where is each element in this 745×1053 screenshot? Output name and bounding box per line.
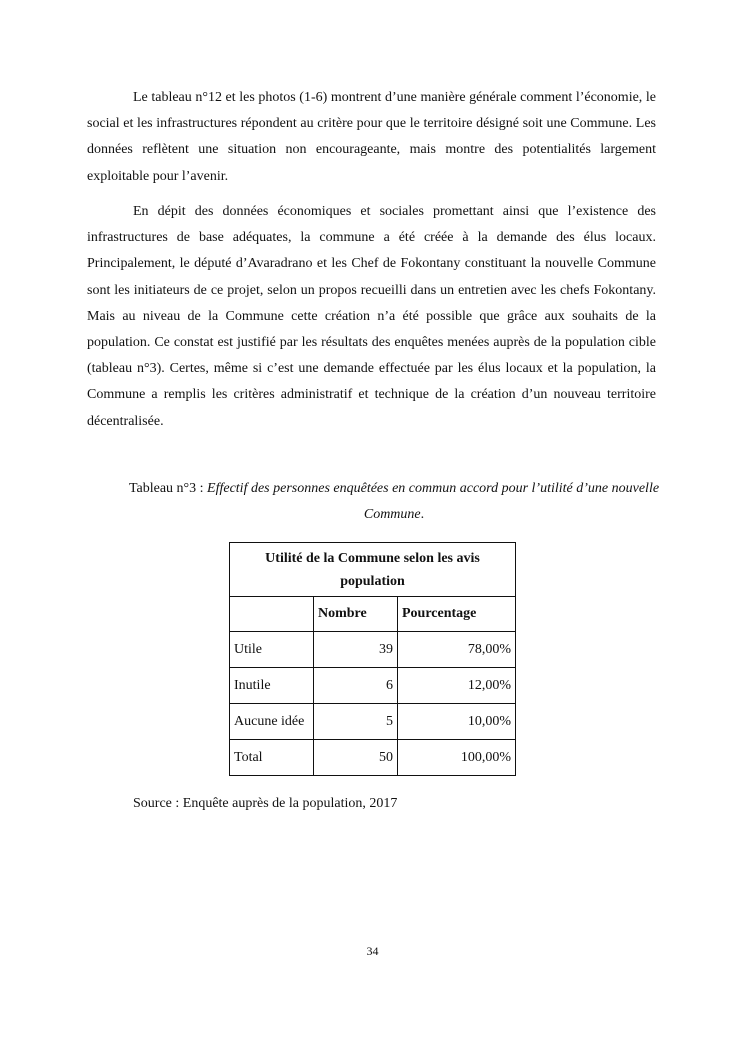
header-cell-blank (230, 597, 314, 632)
caption-text: Effectif des personnes enquêtées en commun accord pour l’utilité d’une nouvelle Commune (207, 481, 660, 522)
caption-label: Tableau n°3 : (128, 481, 208, 496)
row-count: 39 (314, 632, 398, 668)
data-table (229, 542, 516, 776)
row-label: Total (230, 740, 314, 776)
row-count: 50 (314, 740, 398, 776)
caption-end: . (420, 507, 425, 522)
row-count: 6 (314, 668, 398, 704)
row-percent: 10,00% (398, 704, 516, 740)
table-row (230, 704, 516, 740)
paragraph-intro: Le tableau n°12 et les photos (1-6) montrent d’une manière générale comment l’économie, le social et les infrastructures répondent au critère pour que le territoire désigné soit une Commune. Les données reflètent une situation non encourageante, mais montre des potentialités largement exploitable pour l’avenir. (87, 90, 656, 184)
header-cell-nombre: Nombre (314, 597, 398, 632)
paragraph-creation: En dépit des données économiques et sociales promettant ainsi que l’existence des infrastructures de base adéquates, la commune a été créée à la demande des élus locaux. Principalement, le député d’Avaradrano et les Chef de Fokontany constituant la nouvelle Commune sont les initiateurs de ce projet, selon un propos recueilli dans un entretien avec les chefs Fokontany. Mais au niveau de la Commune cette création n’a été possible que grâce aux souhaits de la population. Ce constat est justifié par les résultats des enquêtes menées auprès de la population cible (tableau n°3). Certes, même si c’est une demande effectuée par les élus locaux et la population, la Commune a remplis les critères administratif et technique de la création d’un nouveau territoire décentralisée. (87, 204, 656, 429)
row-label: Inutile (230, 668, 314, 704)
row-percent: 78,00% (398, 632, 516, 668)
table-row (230, 632, 516, 668)
table-row (230, 668, 516, 704)
source-note: Source : Enquête auprès de la population, 2017 (133, 796, 398, 811)
row-count: 5 (314, 704, 398, 740)
row-percent: 100,00% (398, 740, 516, 776)
table-header-row (230, 597, 516, 632)
table-row (230, 740, 516, 776)
row-percent: 12,00% (398, 668, 516, 704)
page-number: 34 (366, 944, 379, 958)
table-caption (120, 476, 668, 528)
table-title: Utilité de la Commune selon les avis population (230, 543, 516, 597)
header-cell-pourcentage: Pourcentage (398, 597, 516, 632)
row-label: Utile (230, 632, 314, 668)
row-label: Aucune idée (230, 704, 314, 740)
